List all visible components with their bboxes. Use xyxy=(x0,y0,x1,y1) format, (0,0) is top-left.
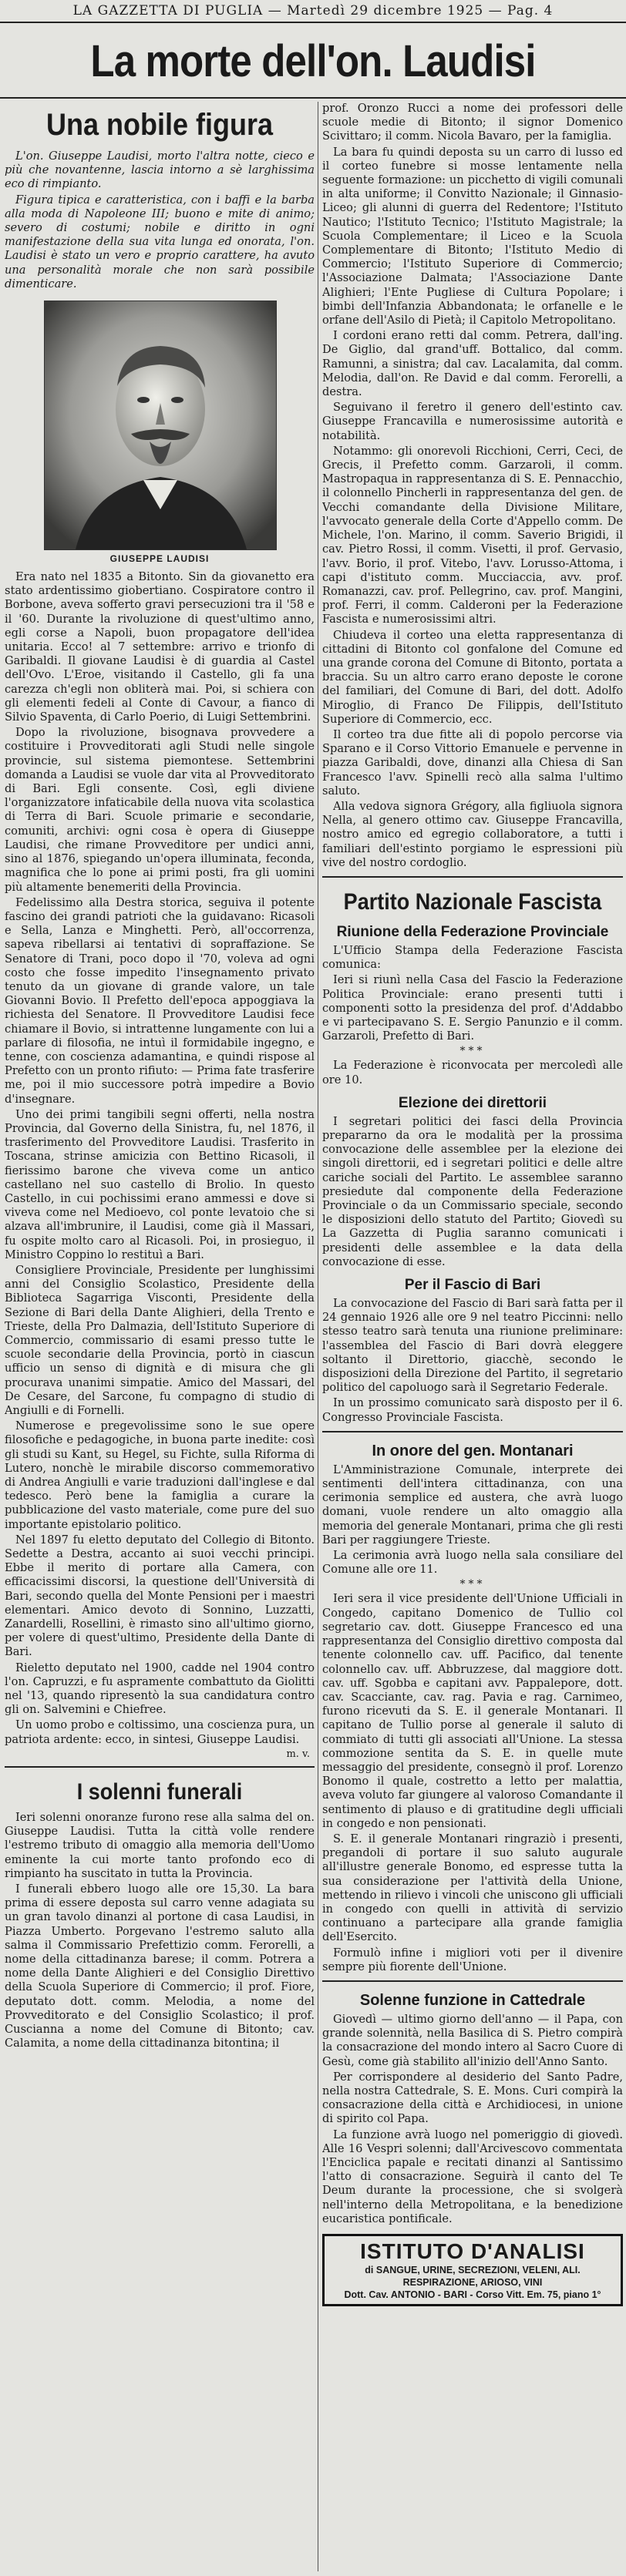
body-paragraph: Seguivano il feretro il genero dell'estinto cav. Giuseppe Francavilla e numerosissime autorità e notabilità. xyxy=(322,401,623,442)
body-paragraph: Dopo la rivoluzione, bisognava provvedere a costituire i Provveditorati agli Studi nelle singole provincie, sul sistema piemontese. Settembrini domanda a Laudisi se vuole dar vita al Provveditorato di Bari. Egli consente. Così, egli diviene l'organizzatore infaticabile della nuova vita scolastica di Terra di Bari. Scuole primarie e secondarie, comuniti, archivi: ogni cosa è opera di Giuseppe Laudisi, che rimane Provveditore per undici anni, sino al 1876, spiegando un'opera illuminata, feconda, magnifica che lo pone ai primi posti, fra gli uomini più altamente benemeriti della Provincia. xyxy=(5,726,315,894)
portrait-figure xyxy=(44,301,275,564)
article-heading: Una nobile figura xyxy=(45,108,274,142)
body-paragraph: La convocazione del Fascio di Bari sarà fatta per il 24 gennaio 1926 alle ore 9 nel teatro Piccinni: nello stesso teatro sarà tenuta una riunione preliminare: l'assemblea del Fascio di Bari dovrà eleggere soltanto il Direttorio, giacchè, secondo le disposizioni della Direzione del Partito, il segretario politico del capoluogo sarà il Segretario Federale. xyxy=(322,1297,623,1395)
body-paragraph: Fedelissimo alla Destra storica, seguiva il potente fascino dei grandi patrioti che la guidavano: Ricasoli e Sella, Lanza e Minghetti. Però, all'occorrenza, sapeva ribellarsi ai tentativi di sopraffazione. Se Senatore di Trani, poco dopo il '70, voleva ad ogni costo che fosse impedito l'insegnamento privato tenuto da un giovane di grande valore, un tale Giovanni Bovio. Il Prefetto dell'epoca appoggiava la richiesta del Senatore. Il Provveditore Laudisi fece chiamare il Bovio, si intrattenne lungamente con lui a parlare di filosofia, ne intuì il formidabile ingegno, e tenne, con coscienza adamantina, e quindi rispose al Prefetto con un pronto rifiuto: — Prima fate trasferire me, poi il mio successore potrà impedire a Bovio d'insegnare. xyxy=(5,895,315,1106)
elezione-heading: Elezione dei direttorii xyxy=(398,1094,547,1111)
body-paragraph: Per corrispondere al desiderio del Santo Padre, nella nostra Cattedrale, S. E. Mons. Curi compirà la consacrazione della città e Archidiocesi, in unione di spirito col Papa. xyxy=(322,2070,623,2126)
body-paragraph: Numerose e pregevolissime sono le sue opere filosofiche e pedagogiche, in buona parte inedite: così gli studi su Kant, su Hegel, su Fichte, sulla Riforma di Lutero, nonchè le mirabile discorso commemorativo di Andrea Angiulli e varie traduzioni dall'inglese e dal tedesco. Però bene la famiglia a curare la pubblicazione del vasto materiale, come pure del suo importante epistolario politico. xyxy=(5,1419,315,1531)
body-paragraph: L'Amministrazione Comunale, interprete dei sentimenti dell'intera cittadinanza, con una cerimonia semplice ed austera, che avrà luogo domani, vuole rendere un alto omaggio alla memoria del generale Montanari, prima che gli resti Bari per raggiungere Trieste. xyxy=(322,1463,623,1547)
body-paragraph: prof. Oronzo Rucci a nome dei professori delle scuole medie di Bitonto; il signor Domenico Scivittaro; il comm. Nicola Bavaro, per la famiglia. xyxy=(322,102,623,143)
separator-stars: *** xyxy=(459,1578,486,1591)
body-paragraph: I segretari politici dei fasci della Provincia prepararno da ora le modalità per la prossima convocazione delle assemblee per la elezione dei singoli direttorii, ed i segretari politici e delle altre cariche sociali del Partito. Le assemblee saranno presiedute dal componente della Federazione Provinciale o da un Commissario speciale, secondo le disposizioni dello statuto del Partito; Giovedì su La Gazzetta di Puglia saranno comunicati i presidenti delle assemblee e la data della convocazione di esse. xyxy=(322,1114,623,1268)
body-paragraph: Alla vedova signora Grégory, alla figliuola signora Nella, al genero ottimo cav. Giuseppe Francavilla, nostro amico ed egregio collaboratore, a tutti i familiari dell'estinto porgiamo le espressioni più vive del nostro cordoglio. xyxy=(322,799,623,869)
masthead-paper: LA GAZZETTA DI PUGLIA xyxy=(72,3,264,18)
body-paragraph: Ieri sera il vice presidente dell'Unione Ufficiali in Congedo, capitano Domenico de Tullio col segretario cav. dott. Giuseppe Francesco ed una rappresentanza del Consiglio direttivo composta dal tenente colonnello cav. uff. Pacifico, dal tenente colonnello cav. uff. Abbruzzese, dal maggiore dott. cav. uff. Sgobba e capitani avv. Pappalepore, dott. cav. Scacciante, cav. rag. Pavia e rag. Carnimeo, furono ricevuti da S. E. il generale Montanari. Il capitano de Tullio porse al generale il saluto di commiato di tutti gli associati all'Unione. La stessa commozione sentita da S. E. in quelle mute messaggio del presidente, consegnò il prof. Lorenzo Bonomo il quale, costretto a letto per malattia, aveva voluto far giungere al valoroso Comandante il sentimento di plauso e di gratitudine degli ufficiali in congedo e non pensionati. xyxy=(322,1592,623,1830)
ad-line: Dott. Cav. ANTONIO - BARI - Corso Vitt. Em. 75, piano 1° xyxy=(344,2289,601,2301)
duomo-heading: Solenne funzione in Cattedrale xyxy=(359,1991,586,2009)
advertisement xyxy=(322,2234,623,2306)
body-paragraph: La bara fu quindi deposta su un carro di lusso ed il corteo funebre si mosse lentamente nella seguente formazione: un picchetto di vigili comunali in alta uniforme; il Convitto Nazionale; il Ginnasio-Liceo; gli alunni di guerra del Redentore; l'Istituto Nautico; l'Istituto Tecnico; l'Istituto Magistrale; la Scuola Complementare; il Liceo e la Scuola Complementare di Bitonto; l'Istituto Medio di Commercio; l'Istituto Superiore di Commercio; l'Associazione Dalmata; l'Associazione Dante Alighieri; l'Ente Pugliese di Cultura Popolare; i bimbi dell'Infanzia Abbandonata; le orfanelle e le orfane dell'Asilo di Pietà; il Capitolo Metropolitano. xyxy=(322,145,623,327)
funerals-heading: I solenni funerali xyxy=(76,1778,243,1805)
pnf-subheading: Riunione della Federazione Provinciale xyxy=(336,923,609,940)
author-signature: m. v. xyxy=(286,1748,310,1760)
section-rule xyxy=(322,876,623,878)
pnf-heading: Partito Nazionale Fascista xyxy=(343,888,602,915)
body-paragraph: I cordoni erano retti dal comm. Petrera, dall'ing. De Giglio, dal grand'uff. Bottalico, dal comm. Ramunni, a sinistra; dal cav. Lacalamita, dal comm. Melodia, dall'on. Re David e dal comm. Ferorelli, a destra. xyxy=(322,329,623,399)
body-paragraph: Rieletto deputato nel 1900, cadde nel 1904 contro l'on. Capruzzi, e fu aspramente combattuto da Giolitti nel '13, quando ripresentò la sua candidatura contro gli on. Salvemini e Chiefree. xyxy=(5,1661,315,1717)
section-rule xyxy=(322,1431,623,1432)
intro-paragraph: Figura tipica e caratteristica, con i baffi e la barba alla moda di Napoleone III; buono e mite di animo; severo di costumi; nobile e diritto in ogni manifestazione della sua vita lunga ed onorata, l'on. Laudisi è stato un vero e proprio carattere, ha avuto una personalità morale che non sarà possibile dimenticare. xyxy=(5,193,315,291)
body-paragraph: La cerimonia avrà luogo nella sala consiliare del Comune alle ore 11. xyxy=(322,1549,623,1577)
portrait-caption: GIUSEPPE LAUDISI xyxy=(109,553,210,565)
body-paragraph: Nel 1897 fu eletto deputato del Collegio di Bitonto. Sedette a Destra, accanto ai suoi vecchi principi. Ebbe il merito di portare alla Camera, con efficacissimi discorsi, la questione dell'Università di Bari, secondo quella del Monte Pensioni per i maestri elementari. Amico devoto di Sonnino, Luzzatti, Zanardelli, Rosellini, è rimasto sino all'ultimo giorno, per volere di quest'ultimo, Presidente della Dante di Bari. xyxy=(5,1533,315,1659)
body-paragraph: I funerali ebbero luogo alle ore 15,30. La bara prima di essere deposta sul carro venne adagiata su un gran tavolo dinanzi al portone di casa Laudisi, in Piazza Umberto. Porgevano l'estremo saluto alla salma il Commissario Prefettizio comm. Ferorelli, a nome della cittadinanza barese; il comm. Potrera a nome della Dante Alighieri e del Consiglio Direttivo della Scuola Superiore di Commercio; il prof. Fiore, deputato dott. comm. Melodia, a nome del Provveditorato e del Consiglio Scolastico; il prof. Cuscianna a nome del Comune di Bitonto; cav. Calamita, a nome della cittadinanza bitontina; il xyxy=(5,1882,315,2050)
body-paragraph: La Federazione è riconvocata per mercoledì alle ore 10. xyxy=(322,1059,623,1086)
body-paragraph: Chiudeva il corteo una eletta rappresentanza di cittadini di Bitonto col gonfalone del Comune ed una grande corona del Comune di Bitonto, portata a braccia. Su un altro carro erano deposte le corone del familiari, del Comune di Bari, del dott. Adolfo Miroglio, di Franco De Filippis, dell'Istituto Superiore di Commercio, ecc. xyxy=(322,628,623,726)
body-paragraph: La funzione avrà luogo nel pomeriggio di giovedì. Alle 16 Vespri solenni; dall'Arcivescovo commentata l'Enciclica papale e recitati dinanzi al Santissimo l'atto di consacrazione. Seguirà il canto del Te Deum durante la processione, che si svolgerà nell'interno della Metropolitana, e la benedizione eucaristica pontificale. xyxy=(322,2128,623,2225)
body-paragraph: Ieri si riunì nella Casa del Fascio la Federazione Politica Provinciale: erano presenti tutti i componenti sotto la presidenza del prof. d'Addabbo e vi partecipavano S. E. Sergio Panunzio e il comm. Garzaroli, Prefetto di Bari. xyxy=(322,973,623,1043)
separator-stars: *** xyxy=(459,1045,486,1058)
portrait-image xyxy=(44,301,277,550)
body-paragraph: Un uomo probo e coltissimo, una coscienza pura, un patriota ardente: ecco, in sintesi, Giuseppe Laudisi. xyxy=(5,1718,315,1746)
banner-headline: La morte dell'on. Laudisi xyxy=(90,35,536,86)
left-column xyxy=(5,102,315,2571)
body-paragraph: Ieri solenni onoranze furono rese alla salma del on. Giuseppe Laudisi. Tutta la città volle rendere l'estremo tributo di omaggio alla memoria dell'Uomo eminente la cui morte tanto profondo eco di rimpianto ha suscitato in tutta la Provincia. xyxy=(5,1810,315,1880)
body-paragraph: Uno dei primi tangibili segni offerti, nella nostra Provincia, dal Governo della Sinistra, fu, nel 1876, il trasferimento del Provveditore Laudisi. Trasferito in Toscana, strinse amicizia con Bettino Ricasoli, il fierissimo barone che viveva come un antico castellano nel suo castello di Brolio. In questo Castello, in cui pochissimi erano ammessi e dove si viveva come nel Medioevo, col ponte levatoio che si alzava all'imbrunire, il Laudisi, come già il Massari, fu ospite molto caro al Ricasoli. Poi, in prosieguo, il Ministro Coppino lo restituì a Bari. xyxy=(5,1107,315,1261)
right-column xyxy=(322,102,623,2571)
masthead: LA GAZZETTA DI PUGLIA — Martedì 29 dicembre 1925 — Pag. 4 xyxy=(0,0,626,23)
body-paragraph: Formulò infine i migliori voti per il divenire sempre più fiorente dell'Unione. xyxy=(322,1946,623,1973)
body-paragraph: Il corteo tra due fitte ali di popolo percorse via Sparano e il Corso Vittorio Emanuele e pervenne in piazza Garibaldi, dove, dinanzi alla Chiesa di San Francesco l'avv. Spinelli recò alla salma l'ultimo saluto. xyxy=(322,727,623,798)
masthead-page: Pag. 4 xyxy=(507,3,554,18)
body-paragraph: In un prossimo comunicato sarà disposto per il 6. Congresso Provinciale Fascista. xyxy=(322,1396,623,1424)
intro-paragraph: L'on. Giuseppe Laudisi, morto l'altra notte, cieco e più che novantenne, lascia intorno a sè larghissima eco di rimpianto. xyxy=(5,149,315,191)
body-paragraph: S. E. il generale Montanari ringraziò i presenti, pregandoli di portare il suo saluto augurale all'illustre generale Bonomo, ed espresse tutta la sua considerazione per l'attività della Unione, mettendo in rilievo i vincoli che uniscono gli ufficiali in congedo con quelli in attività di servizio continuano a partecipare alla grande famiglia dell'Esercito. xyxy=(322,1832,623,1944)
ad-line: di SANGUE, URINE, SECREZIONI, VELENI, ALI. RESPIRAZIONE, ARIOSO, VINI xyxy=(365,2265,581,2289)
body-paragraph: Notammo: gli onorevoli Ricchioni, Cerri, Ceci, de Grecis, il Prefetto comm. Garzaroli, il comm. Mastropaqua in rappresentanza di S. E. Pennacchio, il colonnello Pincherli in rappresentanza del gen. de Vecchi comandante della Divisione Militare, l'avvocato generale della Corte d'Appello comm. De Michele, l'on. Marino, il comm. Saverio Brigidi, il cav. Pietro Rossi, il comm. Visetti, il prof. Gervasio, l'avv. Borio, il prof. Vitebo, l'avv. Lorusso-Attoma, i capi d'istituto comm. Mucciaccia, avv. prof. Romanazzi, cav. prof. Pellegrino, cav. prof. Mangini, prof. Ferri, il comm. Calderoni per la Federazione Fascista e numerosissimi altri. xyxy=(322,444,623,626)
ad-title: ISTITUTO D'ANALISI xyxy=(360,2239,585,2264)
montanari-heading: In onore del gen. Montanari xyxy=(372,1442,574,1459)
body-paragraph: L'Ufficio Stampa della Federazione Fascista comunica: xyxy=(322,943,623,972)
fascio-heading: Per il Fascio di Bari xyxy=(404,1277,541,1294)
section-rule xyxy=(5,1766,315,1768)
section-rule xyxy=(322,1980,623,1982)
masthead-date: Martedì 29 dicembre 1925 xyxy=(287,3,484,18)
body-paragraph: Era nato nel 1835 a Bitonto. Sin da giovanetto era stato ardentissimo giobertiano. Cospiratore contro il Borbone, aveva sofferto gravi persecuzioni tra il '58 e il '60. Durante la rivoluzione di quest'ultimo anno, egli corse a Napoli, buon propagatore dell'idea unitaria. Ecco! al 7 settembre: arrivo e trionfo di Garibaldi. Il giovane Laudisi è di guardia al Castel dell'Ovo. L'Eroe, visitando il Castello, gli fa una carezza ch'egli non obliterà mai. Poi, si schiera con gli elementi fedeli al Conte di Cavour, a fianco di Silvio Spaventa, di Carlo Poerio, di Luigi Settembrini. xyxy=(5,570,315,724)
body-paragraph: Giovedì — ultimo giorno dell'anno — il Papa, con grande solennità, nella Basilica di S. Pietro compirà la consacrazione del mondo intero al Sacro Cuore di Gesù, come già stabilito all'inizio dell'Anno Santo. xyxy=(322,2012,623,2068)
body-paragraph: Consigliere Provinciale, Presidente per lunghissimi anni del Consiglio Scolastico, Presidente della Biblioteca Sagarriga Visconti, Presidente della Sezione di Bari della Dante Alighieri, della Trento e Trieste, della Pro Dalmazia, dell'Istituto Superiore di Commercio, commissario di esami presso tutte le scuole secondarie della Provincia, portò in ciascun ufficio un senso di dignità e di misura che gli procurava unanimi simpatie. Amico del Massari, del De Cesare, del Sarcone, fu compagno di studio di Angiulli e di Fornelli. xyxy=(5,1263,315,1418)
banner-rule xyxy=(0,97,626,99)
